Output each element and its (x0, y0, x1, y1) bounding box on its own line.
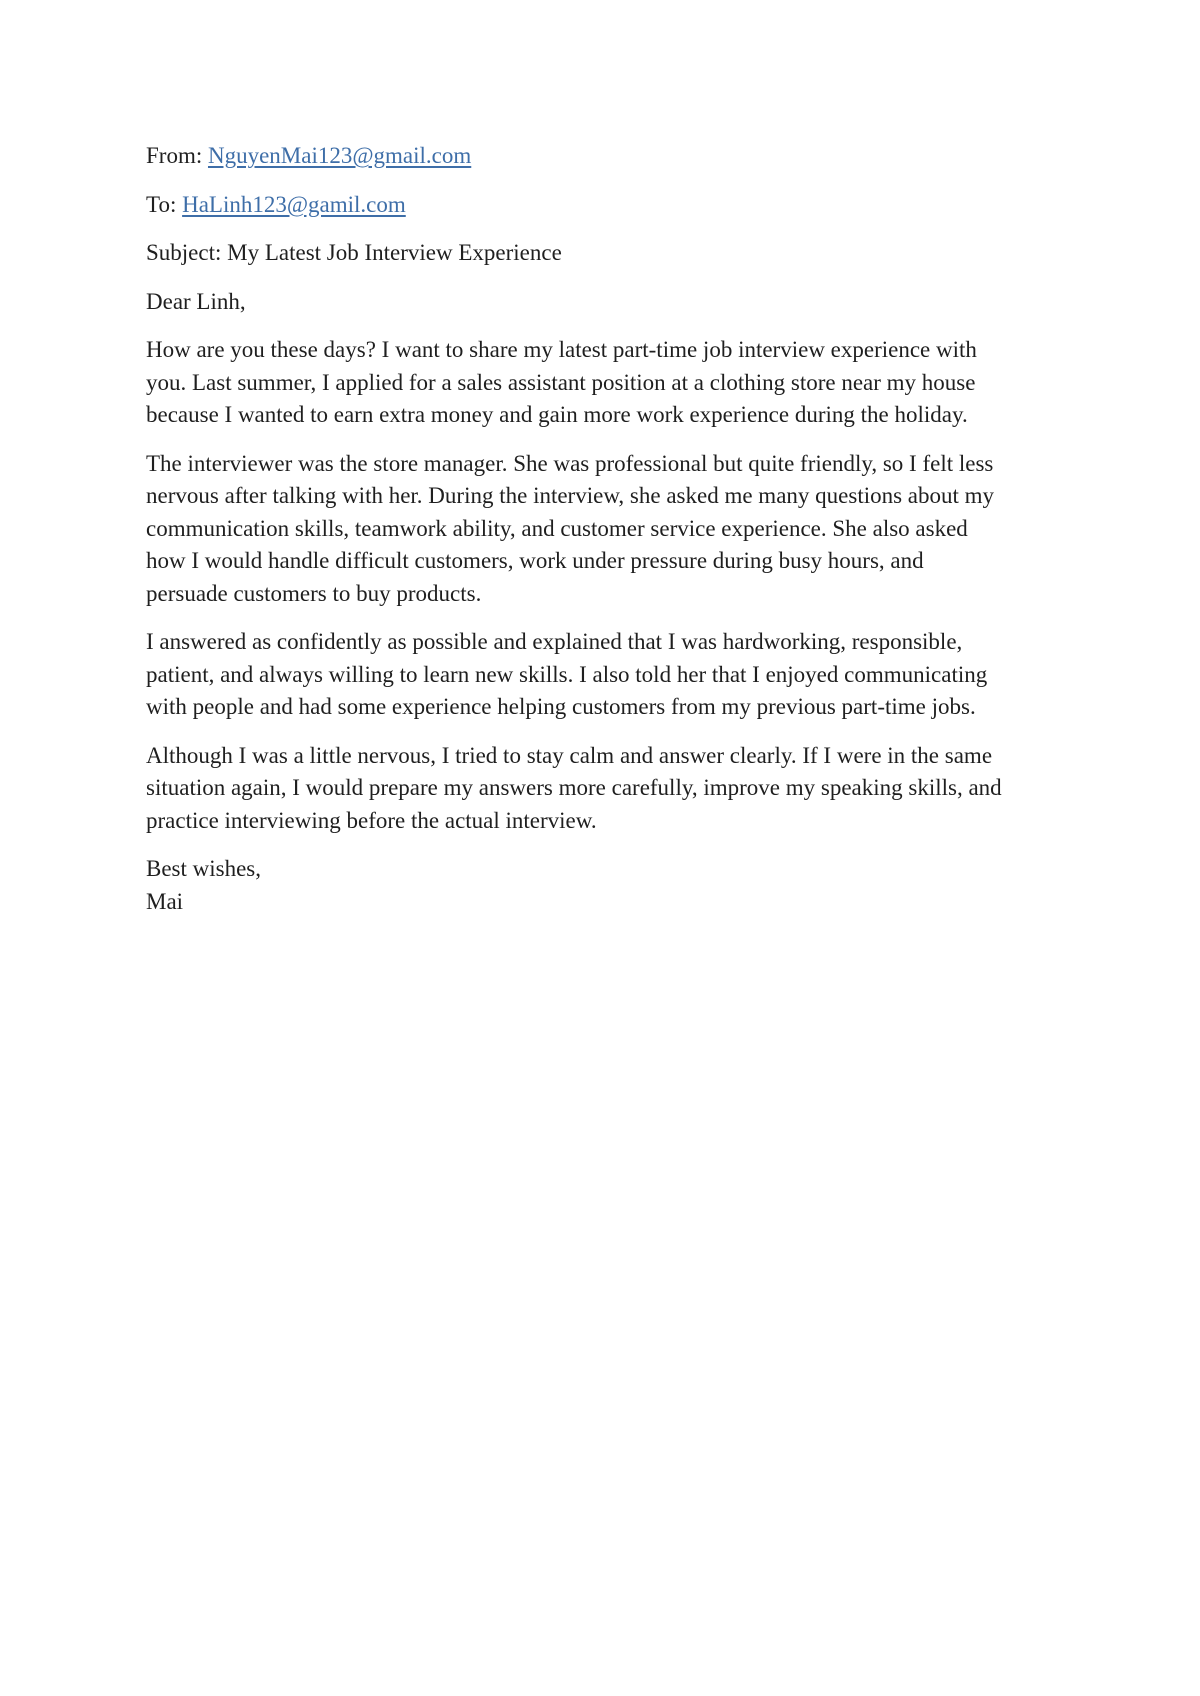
subject-label: Subject: (146, 240, 222, 265)
to-label: To: (146, 191, 177, 217)
paragraph-line: I answered as confidently as possible and explained that I was hardworking, responsible, (146, 629, 963, 654)
paragraph-line: you. Last summer, I applied for a sales assistant position at a clothing store near my house (146, 369, 976, 395)
paragraph-line: Although I was a little nervous, I tried to stay calm and answer clearly. If I were in the same (146, 742, 993, 768)
paragraph-4 (146, 740, 1076, 838)
paragraph-line: nervous after talking with her. During the interview, she asked me many questions about my (146, 483, 995, 508)
paragraph-line: patient, and always willing to learn new skills. I also told her that I enjoyed communicating (146, 661, 988, 687)
to-email-link[interactable]: HaLinh123@gamil.com (182, 191, 406, 217)
subject-text: My Latest Job Interview Experience (227, 240, 562, 265)
from-label: From: (146, 143, 203, 168)
paragraph-2 (146, 448, 1076, 611)
paragraph-line: persuade customers to buy products. (146, 580, 482, 606)
from-line (146, 140, 1076, 173)
paragraph-line: How are you these days? I want to share my latest part-time job interview experience with (146, 337, 977, 362)
paragraph-line: with people and had some experience helping customers from my previous part-time jobs. (146, 694, 976, 719)
closing-block (146, 853, 1076, 918)
paragraph-line: because I wanted to earn extra money and gain more work experience during the holiday. (146, 402, 968, 427)
paragraph-line: communication skills, teamwork ability, and customer service experience. She also asked (146, 515, 968, 541)
email-letter (146, 140, 1076, 918)
sign-off: Best wishes, (146, 856, 261, 881)
paragraph-line: The interviewer was the store manager. She was professional but quite friendly, so I felt less (146, 450, 994, 476)
paragraph-line: how I would handle difficult customers, work under pressure during busy hours, and (146, 548, 924, 573)
to-line (146, 189, 1076, 222)
signature: Mai (146, 888, 184, 914)
subject-line (146, 237, 1076, 270)
paragraph-line: practice interviewing before the actual interview. (146, 807, 597, 833)
from-email-link[interactable]: NguyenMai123@gmail.com (207, 143, 472, 168)
paragraph-1 (146, 334, 1076, 432)
paragraph-line: situation again, I would prepare my answers more carefully, improve my speaking skills, and (146, 775, 1002, 800)
greeting: Dear Linh, (146, 288, 246, 314)
paragraph-3 (146, 626, 1076, 724)
